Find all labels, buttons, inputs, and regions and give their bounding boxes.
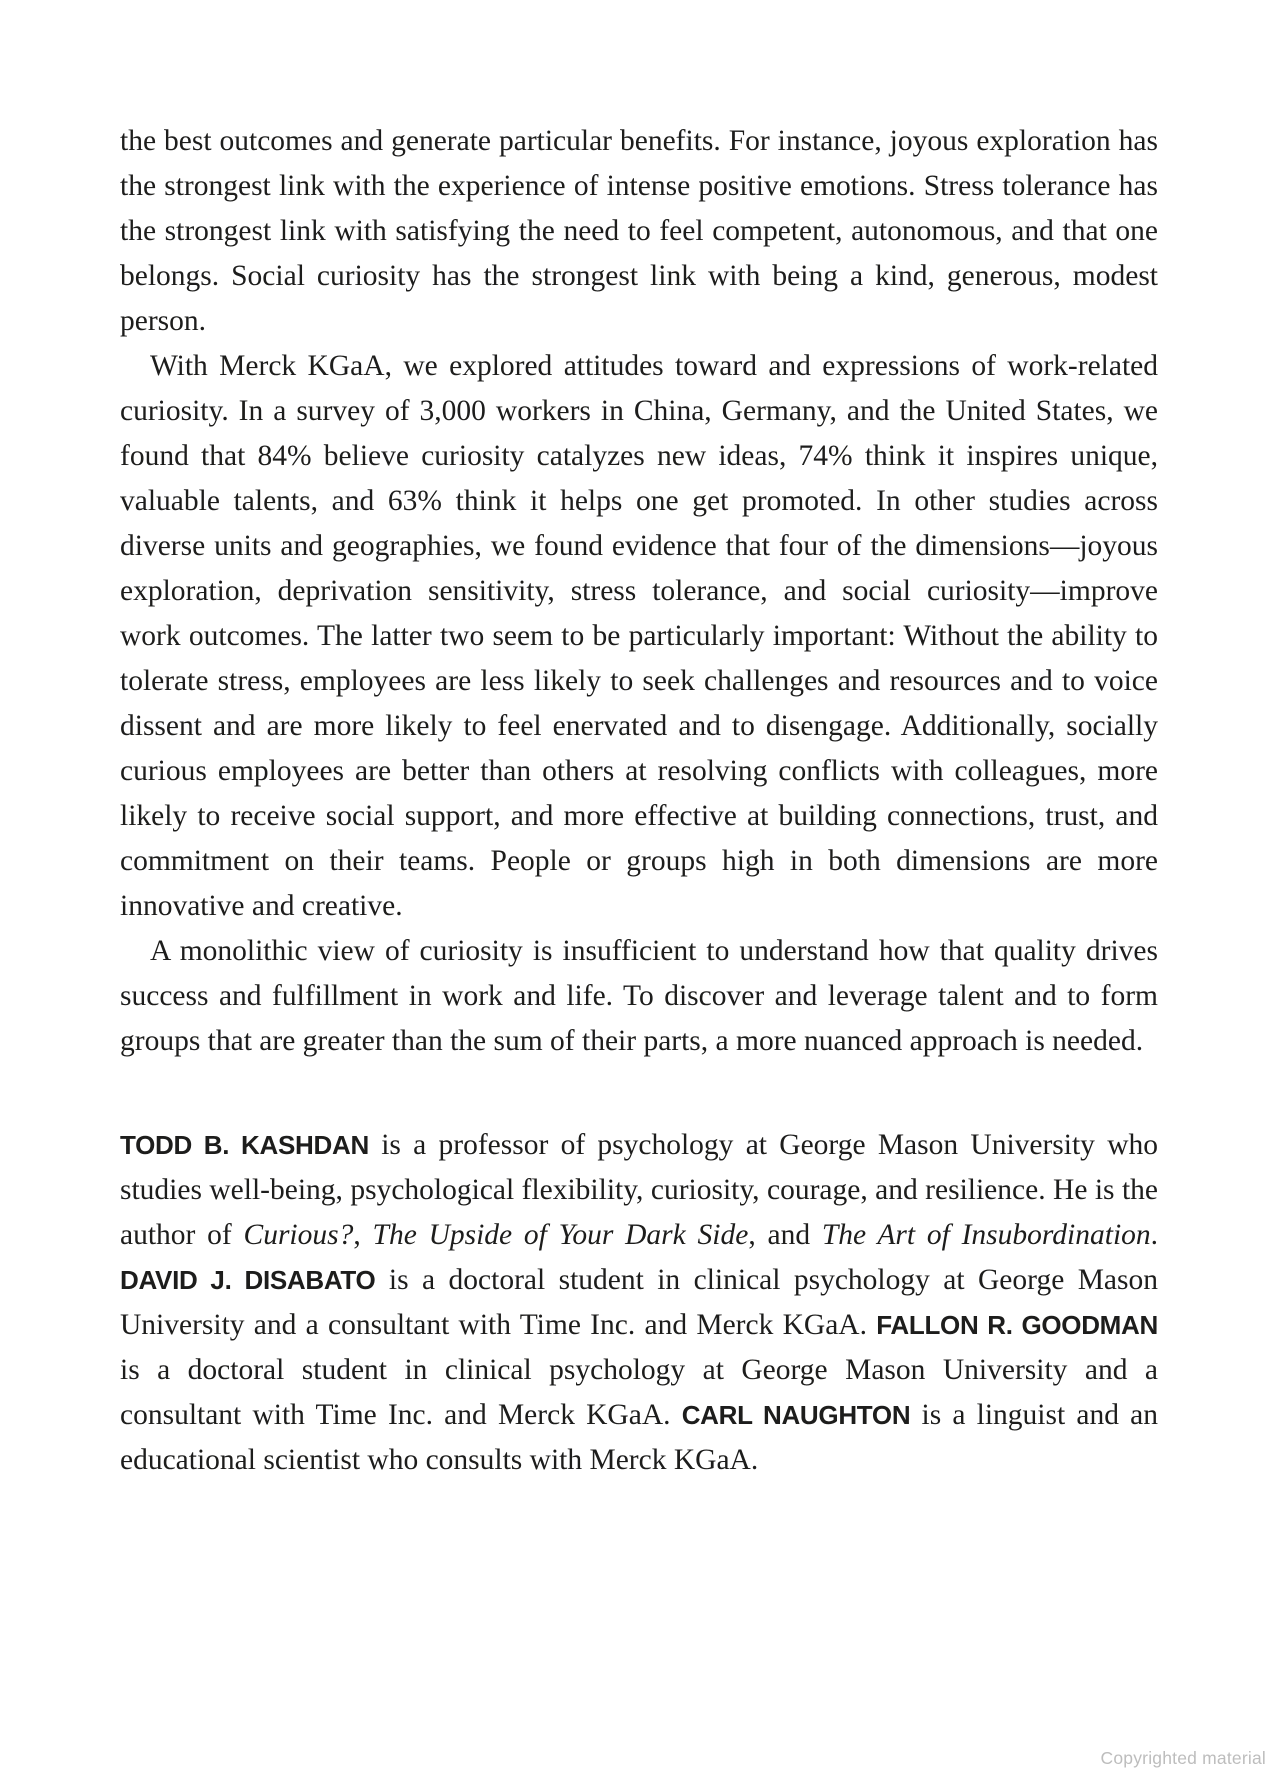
continuation-paragraph [120,119,1158,344]
body-text: A monolithic view of curiosity is insufficient to understand how that quality drives success and fulfillment in work and life. To discover and leverage talent and to form groups that are greater than the sum of their parts, a more nuanced approach is needed. [120,935,1158,1057]
author-name-text: DAVID J. DISABATO [120,1265,376,1295]
book-title-text: The Art of Insubordination [821,1219,1151,1251]
author-bio-paragraph [120,1123,1158,1483]
body-text: is a doctoral student in clinical psychology at George Mason University and a consultant with Time Inc. and Merck KGaA. [120,1264,1159,1341]
author-name-text: FALLON R. GOODMAN [876,1310,1158,1340]
book-title-text: The Upside of Your Dark Side [372,1219,749,1251]
body-text: the best outcomes and generate particular benefits. For instance, joyous exploration has the strongest link with the experience of intense positive emotions. Stress tolerance has the strongest link with satisfying the need to feel competent, autonomous, and that one belongs. Social curiosity has the strongest link with being a kind, generous, modest person. [120,125,1158,337]
body-text: , and [748,1219,822,1251]
body-text: is a professor of psychology at George Mason University who studies well-being, psychological flexibility, curiosity, courage, and resilience. He is the author of [120,1129,1159,1251]
body-text: is a doctoral student in clinical psychology at George Mason University and a consultant with Time Inc. and Merck KGaA. [120,1354,1158,1431]
body-text: With Merck KGaA, we explored attitudes toward and expressions of work-related curiosity. In a survey of 3,000 workers in China, Germany, and the United States, we found that 84% believe curiosity catalyzes new ideas, 74% think it inspires unique, valuable talents, and 63% think it helps one get promoted. In other studies across diverse units and geographies, we found evidence that four of the dimensions—joyous exploration, deprivation sensitivity, stress tolerance, and social curiosity—improve work outcomes. The latter two seem to be particularly important: Without the ability to tolerate stress, employees are less likely to seek challenges and resources and to voice dissent and are more likely to feel enervated and to disengage. Additionally, socially curious employees are better than others at resolving conflicts with colleagues, more likely to receive social support, and more effective at building connections, trust, and commitment on their teams. People or groups high in both dimensions are more innovative and creative. [120,350,1158,922]
page-text-block [120,119,1158,1483]
body-text: . [1150,1219,1159,1251]
copyright-watermark: Copyrighted material [1100,1748,1266,1768]
author-name-text: CARL NAUGHTON [681,1400,911,1430]
body-text: , [353,1219,373,1251]
conclusion-paragraph [120,929,1158,1064]
author-name-text: TODD B. KASHDAN [120,1130,369,1160]
merck-survey-paragraph [120,344,1158,929]
body-text: is a linguist and an educational scientist who consults with Merck KGaA. [120,1399,1158,1476]
book-title-text: Curious? [243,1219,354,1251]
